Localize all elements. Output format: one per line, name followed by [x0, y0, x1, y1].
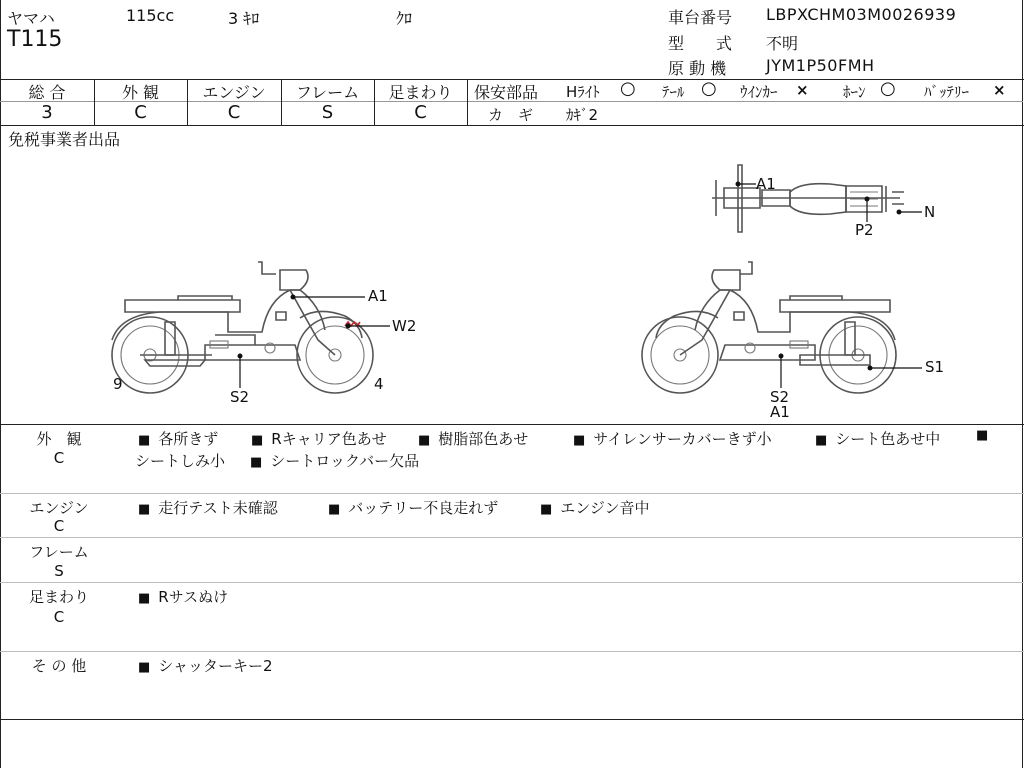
detail-item: ■ Rサスぬけ: [138, 586, 228, 607]
marker-label-right-s2: S2: [770, 388, 790, 406]
key-value: ｶｷﾞ2: [566, 106, 599, 124]
detail-grade-suspension: C: [53, 608, 65, 626]
detail-item: ■ Rキャリア色あせ: [251, 428, 387, 449]
frame-number: LBPXCHM03M0026939: [766, 5, 957, 24]
grade-value-frame: S: [321, 102, 334, 123]
safety-battery-mark: ×: [993, 81, 1006, 99]
frame-number-label: 車台番号: [668, 8, 733, 27]
bike-top-view: [712, 165, 904, 232]
safety-winker-label: ｳｲﾝｶｰ: [740, 83, 778, 101]
safety-battery-label: ﾊﾞｯﾃﾘｰ: [924, 83, 970, 101]
detail-grade-exterior: C: [53, 449, 65, 467]
marker-label-left-w2: W2: [392, 317, 417, 335]
detail-item: ■ サイレンサーカバーきず小: [573, 428, 772, 449]
marker-label-left-9: 9: [113, 375, 123, 393]
bike-right-view: [642, 262, 896, 393]
details-divider: [0, 537, 1024, 538]
detail-item: ■ 走行テスト未確認: [138, 497, 278, 518]
detail-item: ■ シャッターキー2: [138, 655, 273, 676]
engine-label: 原 動 機: [668, 59, 727, 78]
grade-label-overall: 総 合: [28, 83, 66, 102]
marker-label-left-a1: A1: [368, 287, 388, 305]
details-bottom-line: [0, 719, 1024, 720]
model-name: T115: [7, 27, 63, 52]
details-divider: [0, 651, 1024, 652]
detail-grade-frame: S: [54, 562, 64, 580]
details-divider: [0, 582, 1024, 583]
grade-value-overall: 3: [41, 102, 53, 123]
grade-label-suspension: 足まわり: [388, 83, 453, 102]
safety-headlight-mark: ○: [620, 78, 636, 99]
marker-label-top-n: N: [924, 203, 936, 221]
safety-tail-label: ﾃｰﾙ: [662, 83, 685, 101]
marker-label-top-p2: P2: [855, 221, 874, 239]
detail-item: ■ 樹脂部色あせ: [418, 428, 528, 449]
detail-label-other: そ の 他: [31, 657, 87, 675]
detail-item: ■ シート色あせ中: [815, 428, 940, 449]
safety-title: 保安部品: [474, 83, 539, 102]
marker-label-left-4: 4: [374, 375, 384, 393]
grade-value-suspension: C: [414, 102, 427, 123]
marker-label-right-a1: A1: [770, 403, 790, 421]
detail-label-engine: エンジン: [29, 499, 89, 517]
detail-item-bullet: ■: [976, 428, 989, 443]
mileage: 3 ｷﾛ: [228, 9, 260, 28]
detail-grade-engine: C: [53, 517, 65, 535]
detail-label-exterior: 外 観: [36, 430, 82, 448]
grade-value-exterior: C: [134, 102, 147, 123]
detail-item: ■ 各所きず: [138, 428, 218, 449]
marker-label-right-s1: S1: [925, 358, 945, 376]
detail-item: ■ エンジン音中: [540, 497, 650, 518]
detail-item: シートしみ小: [135, 452, 226, 470]
details-divider: [0, 493, 1024, 494]
detail-label-frame: フレーム: [29, 543, 89, 561]
displacement: 115cc: [126, 6, 175, 25]
type-value: 不明: [766, 34, 799, 53]
safety-horn-label: ﾎｰﾝ: [843, 83, 866, 101]
safety-winker-mark: ×: [796, 81, 809, 99]
key-label: カ ギ: [488, 106, 534, 124]
tax-note: 免税事業者出品: [8, 130, 121, 149]
safety-horn-mark: ○: [880, 78, 896, 99]
safety-headlight-label: Hﾗｲﾄ: [566, 83, 600, 101]
grade-label-engine: エンジン: [202, 83, 266, 102]
grade-label-frame: フレーム: [295, 83, 360, 102]
details-top-line: [0, 424, 1024, 425]
safety-tail-mark: ○: [701, 78, 717, 99]
detail-item: ■ バッテリー不良走れず: [328, 497, 498, 518]
detail-label-suspension: 足まわり: [28, 588, 89, 606]
detail-item: ■ シートロックバー欠品: [250, 450, 419, 471]
engine-model: JYM1P50FMH: [766, 56, 875, 75]
body-color: ｸﾛ: [396, 9, 413, 28]
grade-label-exterior: 外 観: [121, 83, 160, 102]
marker-label-left-s2: S2: [230, 388, 250, 406]
bike-left-view: [112, 262, 373, 393]
grade-value-engine: C: [227, 102, 241, 123]
marker-label-top-a1: A1: [756, 175, 776, 193]
maker-name: ヤマハ: [7, 9, 55, 28]
type-label: 型 式: [668, 34, 733, 53]
